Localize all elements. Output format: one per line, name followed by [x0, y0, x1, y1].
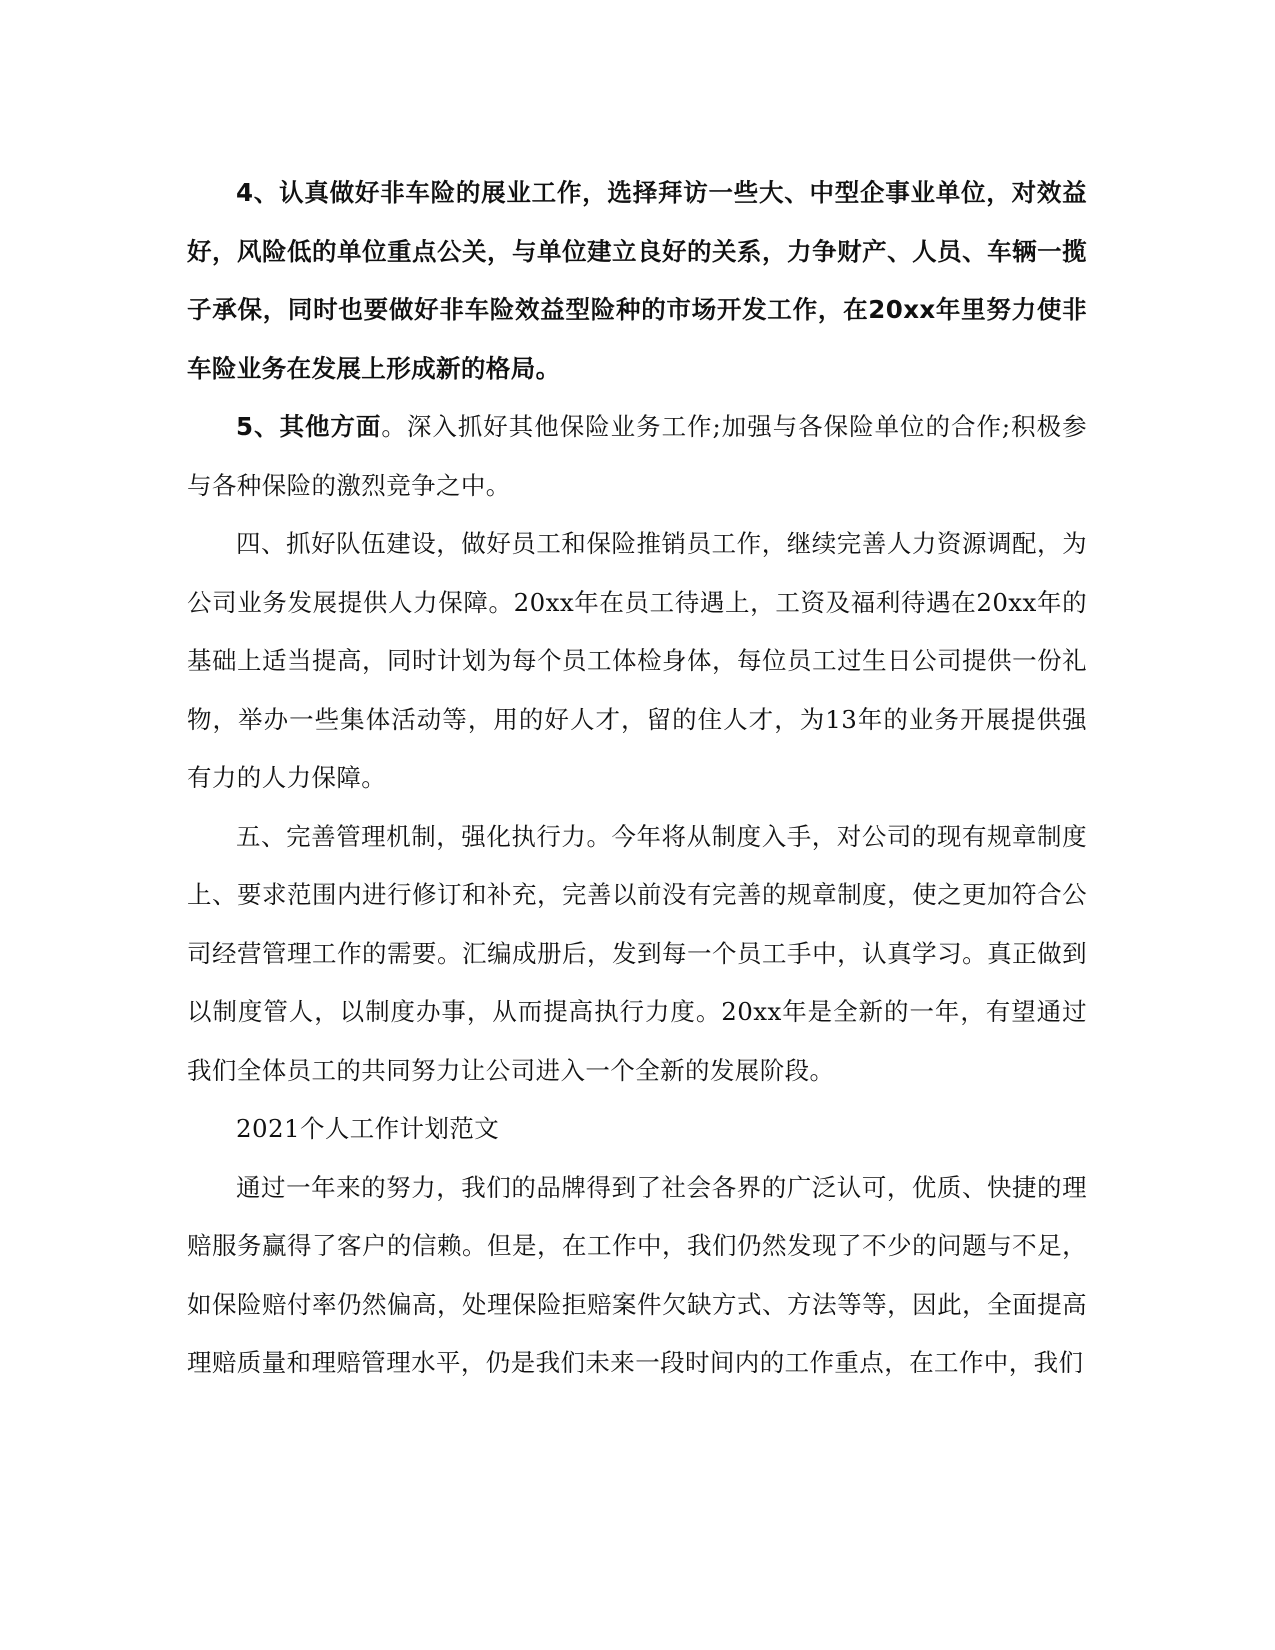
paragraph-team-building: 四、抓好队伍建设，做好员工和保险推销员工作，继续完善人力资源调配，为公司业务发展提供人力保障。20xx年在员工待遇上，工资及福利待遇在20xx年的基础上适当提高，同时计划为每个员工体检身体，每位员工过生日公司提供一份礼物，举办一些集体活动等，用的好人才，留的住人才，为13年的业务开展提供强有力的人力保障。	[187, 529, 1087, 792]
section-title: 2021个人工作计划范文	[236, 1114, 500, 1143]
document-body	[187, 164, 1087, 1393]
paragraph-lead-heading: 5、其他方面	[236, 412, 382, 441]
paragraph-management: 五、完善管理机制，强化执行力。今年将从制度入手，对公司的现有规章制度上、要求范围内进行修订和补充，完善以前没有完善的规章制度，使之更加符合公司经营管理工作的需要。汇编成册后，发到每一个员工手中，认真学习。真正做到以制度管人，以制度办事，从而提高执行力度。20xx年是全新的一年，有望通过我们全体员工的共同努力让公司进入一个全新的发展阶段。	[187, 821, 1087, 1085]
paragraph-body-text: 。深入抓好其他保险业务工作;加强与各保险单位的合作;积极参与各种保险的激烈竞争之中。	[187, 412, 1088, 500]
paragraph-other-aspects	[187, 398, 1087, 515]
paragraph-intro: 通过一年来的努力，我们的品牌得到了社会各界的广泛认可，优质、快捷的理赔服务赢得了客户的信赖。但是，在工作中，我们仍然发现了不少的问题与不足，如保险赔付率仍然偏高，处理保险拒赔案件欠缺方式、方法等等，因此，全面提高理赔质量和理赔管理水平，仍是我们未来一段时间内的工作重点，在工作中，我们	[187, 1172, 1087, 1377]
paragraph-item-4: 4、认真做好非车险的展业工作，选择拜访一些大、中型企事业单位，对效益好，风险低的单位重点公关，与单位建立良好的关系，力争财产、人员、车辆一揽子承保，同时也要做好非车险效益型险种的市场开发工作，在20xx年里努力使非车险业务在发展上形成新的格局。	[187, 178, 1087, 383]
